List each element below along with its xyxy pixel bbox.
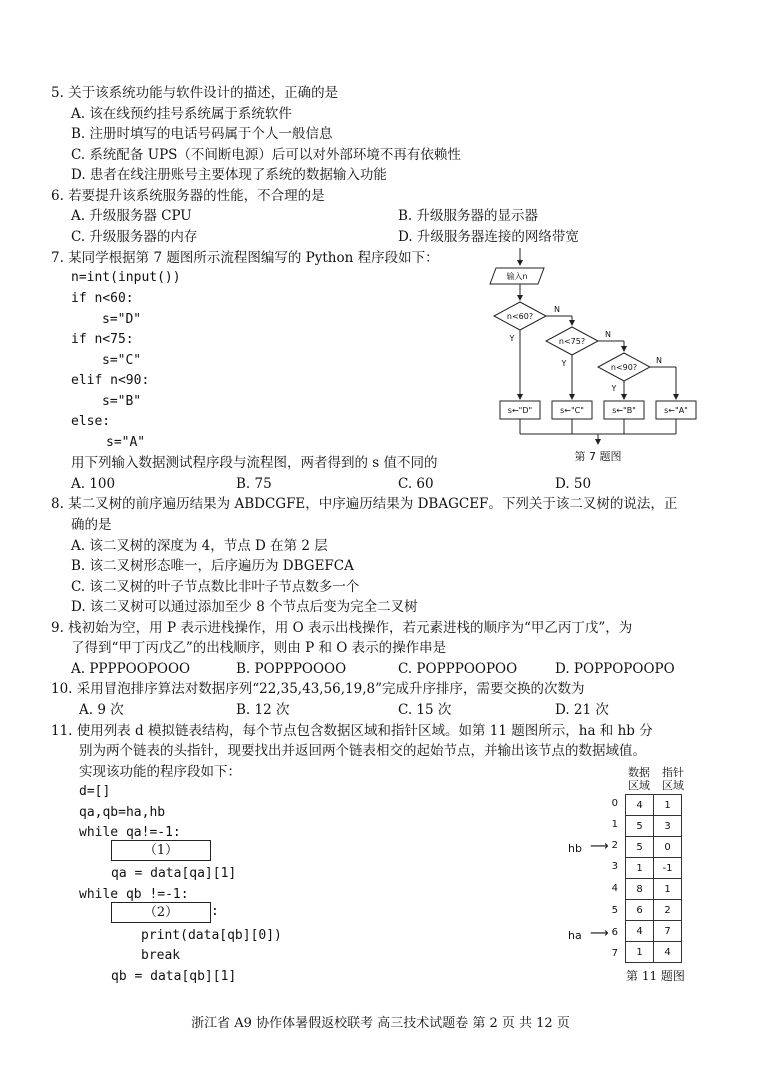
q11-code-line: while qa!=-1: [79,825,181,840]
q7-code-line: n=int(input()) [71,270,181,285]
pointer-cell: 4 [654,942,682,963]
q6-option-b: B. 升级服务器的显示器 [398,208,539,224]
q5-option-a: A. 该在线预约挂号系统属于系统软件 [71,106,292,122]
q5-stem: 5. 关于该系统功能与软件设计的描述，正确的是 [51,85,339,101]
q11-stem-cont: 别为两个链表的头指针，现要找出并返回两个链表相交的起始节点，并输出该节点的数据域值。 [79,743,646,759]
linked-list-table [625,794,682,963]
q7-option-c: C. 60 [398,476,434,492]
pointer-cell: 0 [654,837,682,858]
q8-option-a: A. 该二叉树的深度为 4，节点 D 在第 2 层 [71,538,328,554]
flow-assign-b: s←"B" [612,406,636,415]
table-row [626,816,682,837]
data-cell: 4 [626,921,654,942]
pointer-cell: 2 [654,900,682,921]
q11-code-line: print(data[qb][0]) [141,928,282,943]
hb-pointer-label: hb [568,842,582,855]
q11-stem-cont: 实现该功能的程序段如下： [79,764,241,780]
q7-option-b: B. 75 [236,476,272,492]
pointer-cell: 1 [654,879,682,900]
q9-option-b: B. POPPPOOOO [236,661,347,677]
q11-stem: 11. 使用列表 d 模拟链表结构，每个节点包含数据区域和指针区域。如第 11 题图所示，ha 和 hb 分 [51,723,653,739]
flow-yes-label: Y [611,384,617,393]
data-cell: 1 [626,858,654,879]
table-row [626,858,682,879]
q7-code-line: s="D" [102,312,142,327]
table-header-data: 数据 区域 [628,766,650,792]
q7-code-line: elif n<90: [71,373,150,388]
q11-code-line: d=[] [79,784,111,799]
q10-option-b: B. 12 次 [236,702,290,718]
ha-pointer-label: ha [568,929,582,942]
q7-stem: 7. 某同学根据第 7 题图所示流程图编写的 Python 程序段如下： [51,250,439,266]
q11-code-line: break [141,948,181,963]
q8-stem-cont: 确的是 [71,517,112,533]
data-cell: 4 [626,795,654,816]
q10-option-a: A. 9 次 [79,702,124,718]
row-index: 7 [611,948,618,959]
q7-question: 用下列输入数据测试程序段与流程图，两者得到的 s 值不同的 [71,455,438,471]
data-cell: 8 [626,879,654,900]
flow-yes-label: Y [509,334,515,343]
pointer-cell: 7 [654,921,682,942]
row-index: 5 [611,905,618,916]
q7-code-line: if n<60: [71,291,134,306]
flow-no-label: N [656,356,662,365]
q11-code-line: qb = data[qb][1] [111,969,237,984]
flow-cond1: n<60? [506,312,534,321]
table-row [626,900,682,921]
q10-option-c: C. 15 次 [398,702,452,718]
q11-code-line: qa = data[qa][1] [111,866,237,881]
q7-code-line: if n<75: [71,332,134,347]
arrow-right-icon: ⟶ [590,926,609,941]
q8-option-b: B. 该二叉树形态唯一，后序遍历为 DBGEFCA [71,558,354,574]
table-row [626,837,682,858]
q5-option-c: C. 系统配备 UPS（不间断电源）后可以对外部环境不再有依赖性 [71,147,461,163]
data-cell: 6 [626,900,654,921]
flow-assign-a: s←"A" [664,406,688,415]
row-index: 2 [611,840,618,851]
q11-code-line: qa,qb=ha,hb [79,805,166,820]
row-index: 6 [611,927,618,938]
q9-option-c: C. POPPPOOPOO [398,661,518,677]
blank-1: （1） [111,840,211,861]
blank-2: （2） [111,902,211,923]
q7-option-a: A. 100 [71,476,116,492]
row-index: 1 [611,819,618,830]
table-row [626,942,682,963]
arrow-right-icon: ⟶ [590,839,609,854]
q7-code-line: s="C" [102,353,142,368]
q6-option-a: A. 升级服务器 CPU [71,208,192,224]
flow-cond3: n<90? [610,363,638,372]
q8-option-d: D. 该二叉树可以通过添加至少 8 个节点后变为完全二叉树 [71,599,418,615]
q7-code-line: else: [71,414,111,429]
table-row [626,795,682,816]
q6-option-c: C. 升级服务器的内存 [71,229,198,245]
q5-option-b: B. 注册时填写的电话号码属于个人一般信息 [71,126,333,142]
row-index: 4 [611,883,618,894]
row-index: 3 [611,861,618,872]
flow-assign-d: s←"D" [507,406,533,415]
pointer-cell: 1 [654,795,682,816]
q5-option-d: D. 患者在线注册账号主要体现了系统的数据输入功能 [71,167,387,183]
q9-option-a: A. PPPPOOPOOO [71,661,191,677]
row-index: 0 [611,798,618,809]
q10-option-d: D. 21 次 [555,702,609,718]
q7-flowchart [488,248,708,468]
q7-code-line: s="B" [102,394,142,409]
data-cell: 5 [626,837,654,858]
q7-code-line: s="A" [106,435,146,450]
q10-stem: 10. 采用冒泡排序算法对数据序列“22,35,43,56,19,8”完成升序排序，需要交换的次数为 [51,681,585,697]
q8-option-c: C. 该二叉树的叶子节点数比非叶子节点数多一个 [71,579,360,595]
page-footer: 浙江省 A9 协作体暑假返校联考 高三技术试题卷 第 2 页 共 12 页 [191,1016,570,1031]
flow-input-label: 输入n [506,272,528,281]
q9-stem: 9. 栈初始为空，用 P 表示进栈操作，用 O 表示出栈操作，若元素进栈的顺序为“甲乙丙丁戊”，为 [51,620,633,636]
table-row [626,921,682,942]
q11-code-line: : [211,904,219,919]
flow-assign-c: s←"C" [560,406,584,415]
flow-cond2: n<75? [558,337,586,346]
flow-yes-label: Y [561,359,567,368]
fig7-caption: 第 7 题图 [574,450,622,463]
data-cell: 1 [626,942,654,963]
fig11-caption: 第 11 题图 [626,969,685,983]
table-header-pointer: 指针 区域 [662,766,684,792]
flow-no-label: N [605,330,611,339]
q6-option-d: D. 升级服务器连接的网络带宽 [398,229,579,245]
pointer-cell: 3 [654,816,682,837]
pointer-cell: -1 [654,858,682,879]
table-row [626,879,682,900]
flow-no-label: N [554,305,560,314]
data-cell: 5 [626,816,654,837]
q6-stem: 6. 若要提升该系统服务器的性能，不合理的是 [51,188,325,204]
q9-option-d: D. POPPOPOOPO [555,661,675,677]
q9-stem-cont: 了得到“甲丁丙戊乙”的出栈顺序，则由 P 和 O 表示的操作串是 [71,640,447,656]
q11-code-line: while qb !=-1: [79,887,189,902]
q7-option-d: D. 50 [555,476,592,492]
q8-stem: 8. 某二叉树的前序遍历结果为 ABDCGFE，中序遍历结果为 DBAGCEF。下列关于该二叉树的说法，正 [51,496,678,512]
